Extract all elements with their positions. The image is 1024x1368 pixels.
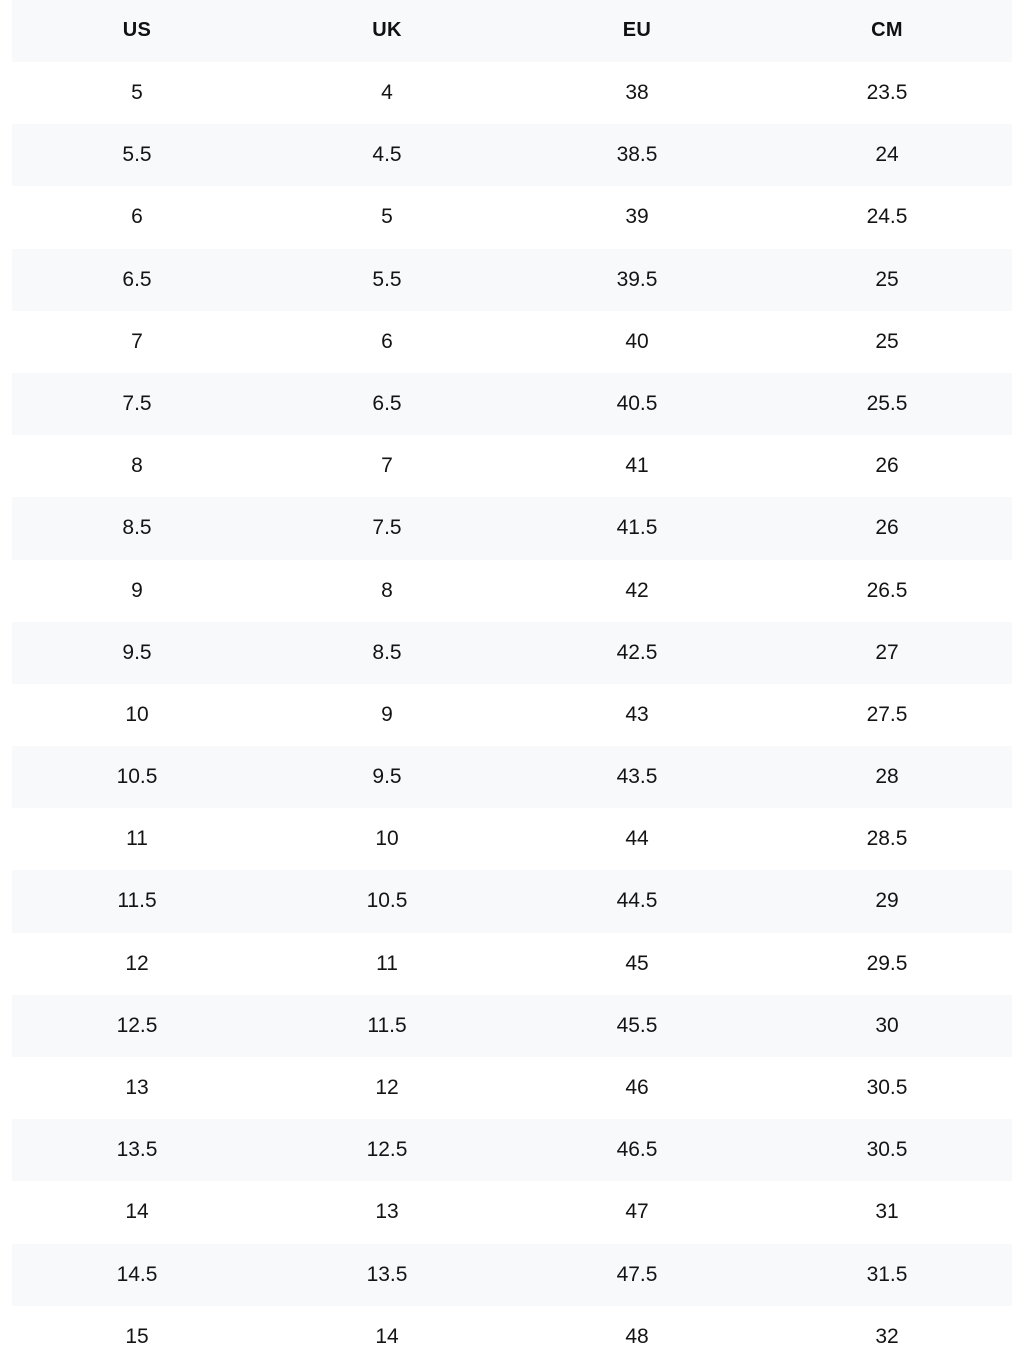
cell-uk: 4	[381, 81, 393, 104]
table-row	[12, 311, 1012, 373]
cell-cm: 30	[875, 1013, 899, 1037]
cell-cm: 30.5	[866, 1138, 908, 1162]
table-row	[12, 186, 1012, 248]
table-row	[12, 1244, 1012, 1306]
cell-us: 5.5	[122, 143, 152, 167]
cell-uk: 4.5	[372, 143, 402, 167]
cell-us: 8.5	[122, 516, 152, 540]
table-row	[12, 497, 1012, 559]
table-row	[12, 124, 1012, 186]
table-header	[12, 0, 1012, 62]
cell-cm: 26	[875, 454, 899, 478]
cell-eu: 41.5	[616, 516, 658, 540]
table-row	[12, 933, 1012, 995]
cell-us: 11.5	[117, 889, 157, 913]
cell-us: 12	[125, 951, 149, 975]
cell-us: 10	[125, 702, 149, 726]
cell-cm: 27.5	[866, 702, 908, 726]
cell-eu: 40.5	[616, 391, 658, 415]
table-row	[12, 995, 1012, 1057]
column-header-eu: EU	[512, 0, 762, 62]
column-header-cm: CM	[762, 0, 1012, 62]
cell-eu: 42.5	[616, 640, 658, 664]
cell-eu: 43	[625, 702, 649, 726]
cell-cm: 29	[875, 889, 899, 913]
cell-cm: 26.5	[866, 578, 908, 602]
cell-eu: 41	[625, 454, 649, 478]
table-row	[12, 560, 1012, 622]
cell-us: 15	[125, 1324, 149, 1348]
cell-us: 11	[126, 827, 148, 851]
cell-eu: 40	[625, 329, 649, 353]
cell-us: 13.5	[116, 1138, 158, 1162]
table-row	[12, 870, 1012, 932]
table-body	[12, 62, 1012, 1368]
cell-uk: 7.5	[372, 516, 402, 540]
cell-uk: 11	[376, 951, 398, 975]
cell-eu: 45.5	[616, 1013, 658, 1037]
cell-uk: 7	[381, 454, 393, 478]
cell-cm: 28	[875, 765, 899, 789]
table-row	[12, 373, 1012, 435]
cell-uk: 13	[375, 1200, 399, 1224]
cell-cm: 27	[875, 640, 899, 664]
cell-uk: 9.5	[372, 765, 402, 789]
table-row	[12, 684, 1012, 746]
cell-cm: 24.5	[866, 205, 908, 229]
cell-uk: 10	[375, 827, 399, 851]
cell-cm: 23.5	[866, 81, 908, 104]
cell-cm: 28.5	[866, 827, 908, 851]
table-row	[12, 1181, 1012, 1243]
cell-uk: 9	[381, 702, 393, 726]
cell-cm: 31.5	[866, 1262, 908, 1286]
table-row	[12, 435, 1012, 497]
table-row	[12, 1057, 1012, 1119]
column-header-uk: UK	[262, 0, 512, 62]
cell-us: 7.5	[122, 391, 152, 415]
table-row	[12, 1119, 1012, 1181]
cell-eu: 38	[625, 81, 649, 104]
cell-uk: 8	[381, 578, 393, 602]
cell-eu: 43.5	[616, 765, 658, 789]
cell-us: 9.5	[122, 640, 152, 664]
table-row	[12, 62, 1012, 124]
cell-uk: 11.5	[367, 1013, 407, 1037]
cell-us: 5	[131, 81, 143, 104]
table-row	[12, 249, 1012, 311]
cell-eu: 46.5	[616, 1138, 658, 1162]
cell-uk: 5.5	[372, 267, 402, 291]
cell-us: 13	[125, 1076, 149, 1099]
cell-us: 9	[131, 578, 143, 602]
cell-us: 8	[131, 454, 143, 478]
cell-uk: 6.5	[372, 391, 402, 415]
cell-eu: 45	[625, 951, 649, 975]
cell-cm: 29.5	[866, 951, 908, 975]
cell-us: 6.5	[122, 267, 152, 291]
cell-uk: 12	[375, 1076, 399, 1099]
cell-cm: 25	[875, 267, 899, 291]
cell-cm: 25	[875, 329, 899, 353]
cell-eu: 44	[625, 827, 649, 851]
cell-us: 14	[125, 1200, 149, 1224]
cell-eu: 48	[625, 1324, 649, 1348]
size-conversion-table	[12, 0, 1012, 1368]
cell-uk: 5	[381, 205, 393, 229]
table-header-row	[12, 0, 1012, 62]
cell-cm: 26	[875, 516, 899, 540]
cell-uk: 14	[375, 1324, 399, 1348]
table-row	[12, 808, 1012, 870]
cell-eu: 47	[625, 1200, 649, 1224]
cell-cm: 31	[875, 1200, 899, 1224]
cell-eu: 44.5	[616, 889, 658, 913]
cell-cm: 24	[875, 143, 899, 167]
cell-uk: 12.5	[366, 1138, 408, 1162]
cell-cm: 25.5	[866, 391, 908, 415]
cell-eu: 47.5	[616, 1262, 658, 1286]
cell-cm: 32	[875, 1324, 899, 1348]
cell-eu: 39	[625, 205, 649, 229]
cell-us: 7	[131, 329, 143, 353]
cell-eu: 42	[625, 578, 649, 602]
cell-uk: 6	[381, 329, 393, 353]
table-row	[12, 746, 1012, 808]
column-header-us: US	[12, 0, 262, 62]
cell-cm: 30.5	[866, 1076, 908, 1099]
cell-uk: 13.5	[366, 1262, 408, 1286]
cell-eu: 39.5	[616, 267, 658, 291]
cell-eu: 46	[625, 1076, 649, 1099]
cell-uk: 10.5	[366, 889, 408, 913]
cell-us: 10.5	[116, 765, 158, 789]
cell-uk: 8.5	[372, 640, 402, 664]
cell-eu: 38.5	[616, 143, 658, 167]
cell-us: 12.5	[116, 1013, 158, 1037]
table-row	[12, 622, 1012, 684]
cell-us: 6	[131, 205, 143, 229]
cell-us: 14.5	[116, 1262, 158, 1286]
